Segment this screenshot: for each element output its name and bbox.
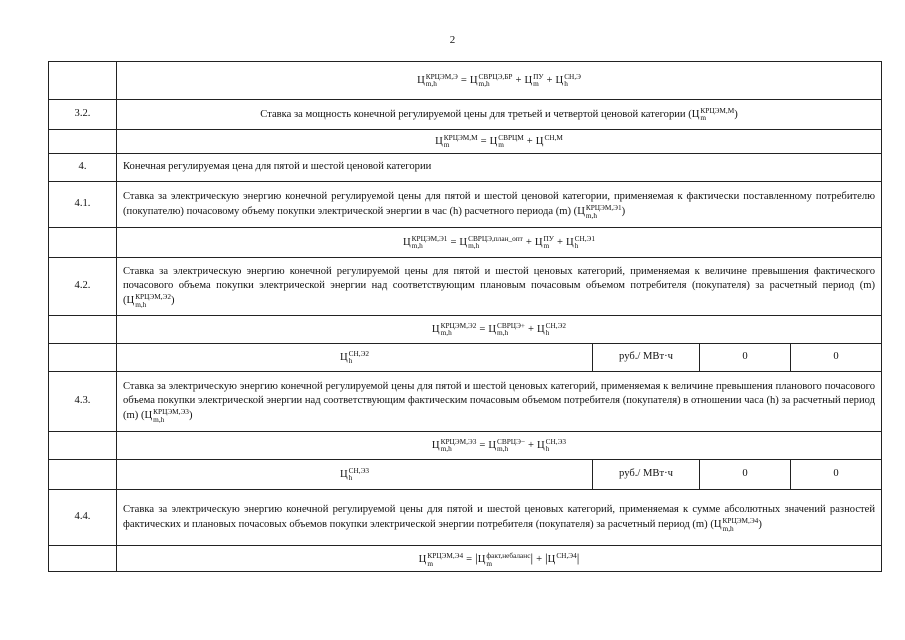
- row-3-2: [49, 100, 882, 130]
- description-text: Ставка за мощность конечной регулируемой цены для третьей и четвертой ценовой категории (: [260, 108, 692, 120]
- row-number: 4.4.: [49, 490, 117, 546]
- row-description: [117, 372, 882, 432]
- row-description: [117, 258, 882, 316]
- row-description: [117, 490, 882, 546]
- formula-cell: [117, 130, 882, 154]
- row-4-4-formula: [49, 546, 882, 572]
- price-symbol: Ц СН,Э3 h: [537, 436, 567, 454]
- price-symbol: Ц ПУ m: [534, 233, 554, 251]
- row-number: 4.2.: [49, 258, 117, 316]
- description-text: Ставка за электрическую энергию конечной регулируемой цены для пятой и шестой ценовых категорий, применяемая к сумме абсолютных значений разностей фактических и плановых почасовых объемов покупки электрической энергии потребителя (покупателя) за расчетный период (m) (: [123, 503, 876, 531]
- price-symbol: Ц СВРЦЭ,БР m,h: [469, 71, 513, 89]
- value-cell-2: 0: [791, 344, 882, 372]
- price-symbol: Ц КРЦЭМ,Э3 m,h: [431, 436, 477, 454]
- formula-operator: |: [545, 550, 548, 566]
- row-number-cell: [49, 546, 117, 572]
- price-symbol: Ц КРЦЭМ,Э2 m,h: [431, 320, 477, 338]
- formula-operator: |: [576, 550, 580, 566]
- formula-cell: [117, 546, 882, 572]
- price-symbol: Ц КРЦЭМ,Э1 m,h: [402, 233, 448, 251]
- description-text: Ставка за электрическую энергию конечной регулируемой цены для пятой и шестой ценовой категории, применяемая к фактически поставленному потребителю (покупателю) почасовому объему покупки электрической энергии в час (h) расчетного периода (m) (: [123, 190, 876, 218]
- row-4-2: [49, 258, 882, 316]
- value-cell-1: 0: [700, 460, 791, 490]
- row-number-cell: [49, 344, 117, 372]
- row-3-1-formula: [49, 62, 882, 100]
- row-number-cell: [49, 62, 117, 100]
- price-symbol: Ц КРЦЭМ,М m: [691, 105, 735, 123]
- symbol-cell: [117, 344, 593, 372]
- description-text: Ставка за электрическую энергию конечной регулируемой цены для пятой и шестой ценовых категорий, применяемая к величине превышения планового почасового объема покупки электрической энергии над соответствующим фактическим почасовым объемом потребителя (покупателя) в отношении часа (h) за расчетный период (m) (: [123, 380, 876, 422]
- formula: [431, 320, 567, 338]
- formula: [402, 233, 596, 251]
- price-symbol: Ц СН,Э1 h: [565, 233, 596, 251]
- unit-cell: руб./ МВт·ч: [593, 460, 700, 490]
- tariff-table: [48, 61, 882, 572]
- page-number: 2: [449, 34, 456, 46]
- formula-operator: =: [479, 439, 486, 451]
- formula: [431, 436, 567, 454]
- price-symbol: Ц КРЦЭМ,Э2 m,h: [126, 292, 171, 309]
- formula-operator: =: [479, 323, 486, 335]
- formula-cell: [117, 432, 882, 460]
- description-tail: ): [734, 108, 738, 120]
- symbol: [126, 292, 171, 309]
- row-number: 4.: [49, 154, 117, 182]
- row-3-2-formula: [49, 130, 882, 154]
- symbol-cell: [117, 460, 593, 490]
- formula-operator: +: [546, 74, 553, 86]
- formula-operator: +: [525, 236, 532, 248]
- row-number: 4.1.: [49, 182, 117, 228]
- price-symbol: Ц СН,Э3 h: [339, 465, 370, 483]
- formula-cell: [117, 228, 882, 258]
- row-4: [49, 154, 882, 182]
- row-number-cell: [49, 130, 117, 154]
- formula-operator: +: [556, 236, 563, 248]
- formula-operator: +: [526, 135, 533, 147]
- price-symbol: Ц СН,Э h: [555, 71, 581, 89]
- formula: [417, 71, 581, 89]
- row-4-3-formula: [49, 432, 882, 460]
- price-symbol: Ц СВРЦМ m: [489, 132, 524, 150]
- description-text: Ставка за электрическую энергию конечной регулируемой цены для пятой и шестой ценовых категорий, применяемая к величине превышения фактического почасового объема покупки электрической энергии над соответствующим плановым почасовым объемом потребителя (покупателя) за расчетный период (m) (: [123, 265, 876, 307]
- price-symbol: Ц СВРЦЭ+ m,h: [488, 320, 526, 338]
- description-tail: ): [758, 519, 762, 531]
- price-symbol: Ц КРЦЭМ,М m: [435, 132, 478, 150]
- price-symbol: Ц КРЦЭМ,Э1 m,h: [577, 202, 622, 220]
- symbol: [339, 465, 370, 483]
- price-symbol: Ц СН,Э2 h: [339, 348, 370, 366]
- formula-operator: =: [480, 135, 487, 147]
- row-description: Конечная регулируемая цена для пятой и шестой ценовой категории: [117, 154, 882, 182]
- row-description: [117, 182, 882, 228]
- formula: [418, 550, 580, 568]
- formula-cell: [117, 316, 882, 344]
- row-number-cell: [49, 316, 117, 344]
- price-symbol: Ц СН,Э2 h: [537, 320, 567, 338]
- row-4-3-value: [49, 460, 882, 490]
- price-symbol: Ц факт,небаланс m: [477, 551, 531, 568]
- symbol: [713, 515, 759, 533]
- formula-operator: +: [515, 74, 522, 86]
- row-4-2-value: [49, 344, 882, 372]
- formula-operator: |: [475, 550, 478, 566]
- price-symbol: Ц ПУ m: [524, 71, 544, 89]
- formula-operator: =: [466, 554, 473, 566]
- value-cell-2: 0: [791, 460, 882, 490]
- description-tail: ): [188, 410, 193, 422]
- value-cell-1: 0: [700, 344, 791, 372]
- unit-cell: руб./ МВт·ч: [593, 344, 700, 372]
- formula-operator: +: [536, 554, 543, 566]
- row-number-cell: [49, 460, 117, 490]
- symbol: [339, 348, 370, 366]
- row-number: 3.2.: [49, 100, 117, 130]
- formula-operator: +: [528, 323, 534, 335]
- row-number-cell: [49, 228, 117, 258]
- formula-operator: +: [528, 439, 534, 451]
- price-symbol: Ц СВРЦЭ,план_опт m,h: [459, 233, 523, 251]
- row-4-1: [49, 182, 882, 228]
- price-symbol: Ц КРЦЭМ,Э m,h: [417, 71, 458, 89]
- row-description: [117, 100, 882, 130]
- description-tail: ): [170, 295, 175, 307]
- row-4-3: [49, 372, 882, 432]
- symbol: [577, 202, 622, 220]
- row-number: 4.3.: [49, 372, 117, 432]
- price-symbol: Ц КРЦЭМ,Э4 m: [418, 551, 464, 568]
- price-symbol: Ц КРЦЭМ,Э3 m,h: [144, 407, 189, 424]
- price-symbol: Ц СВРЦЭ− m,h: [488, 436, 526, 454]
- row-4-4: [49, 490, 882, 546]
- row-number-cell: [49, 432, 117, 460]
- row-4-2-formula: [49, 316, 882, 344]
- row-4-1-formula: [49, 228, 882, 258]
- formula-operator: |: [530, 550, 534, 566]
- formula-cell: [117, 62, 882, 100]
- price-symbol: Ц КРЦЭМ,Э4 m,h: [713, 515, 759, 533]
- description-tail: ): [621, 206, 626, 218]
- formula: [435, 132, 563, 150]
- price-symbol: Ц СН,Э4: [547, 551, 577, 566]
- symbol: [144, 407, 189, 424]
- symbol: [691, 105, 735, 123]
- formula-operator: =: [460, 74, 467, 86]
- formula-operator: =: [450, 236, 457, 248]
- price-symbol: Ц СН,М: [535, 132, 563, 147]
